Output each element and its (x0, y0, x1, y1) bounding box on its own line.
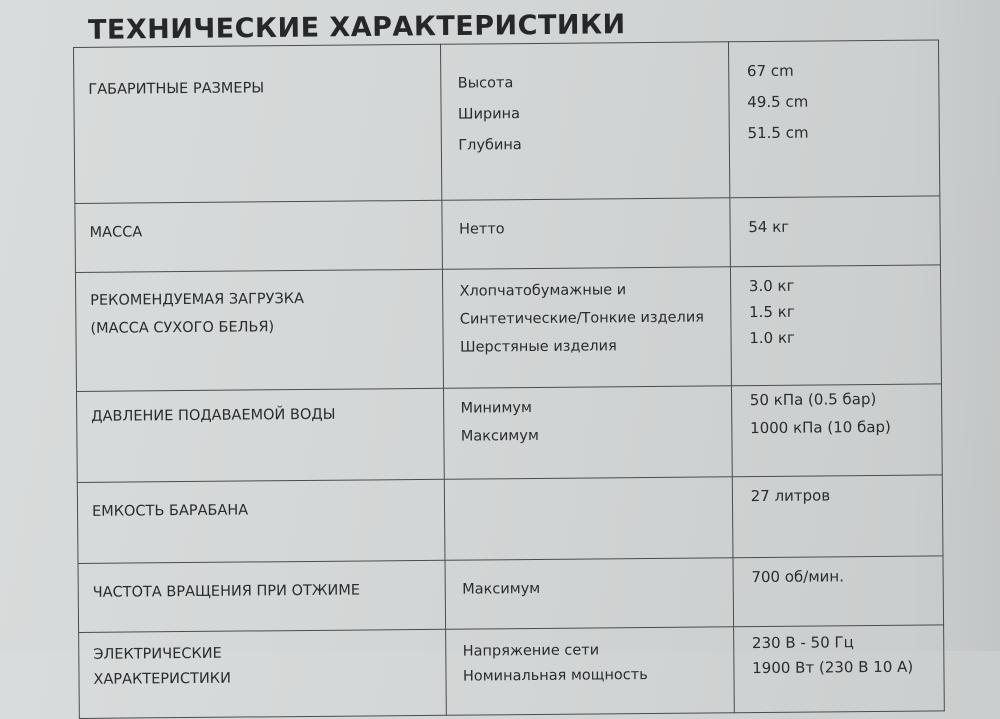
value-text: 67 cm (746, 61, 794, 81)
category-cell (77, 388, 445, 482)
label-text: Номинальная мощность (462, 667, 648, 685)
label-cell (441, 42, 730, 201)
category-cell (75, 269, 443, 391)
label-cell (445, 558, 733, 630)
category-text: РЕКОМЕНДУЕМАЯ ЗАГРУЗКА (90, 290, 305, 309)
category-cell (75, 200, 443, 272)
value-text: 50 кПа (0.5 бар) (749, 390, 877, 410)
label-cell (446, 627, 734, 716)
table-row (77, 475, 943, 564)
table-row (75, 265, 941, 392)
value-text: 54 кг (748, 217, 790, 237)
page-edge-shadow (910, 0, 1000, 651)
spec-table (73, 39, 945, 719)
label-text: Нетто (458, 221, 505, 238)
value-text: 1900 Вт (230 В 10 А) (752, 657, 914, 678)
category-cell (77, 479, 445, 563)
value-text: 51.5 cm (747, 123, 809, 143)
value-text: 230 В - 50 Гц (751, 633, 854, 653)
category-cell (74, 44, 443, 203)
label-text: Минимум (460, 400, 532, 417)
label-text: Шерстяные изделия (459, 338, 617, 356)
value-text: 1000 кПа (10 бар) (750, 417, 891, 438)
page-title: ТЕХНИЧЕСКИЕ ХАРАКТЕРИСТИКИ (87, 9, 626, 46)
category-text: ЧАСТОТА ВРАЩЕНИЯ ПРИ ОТЖИМЕ (92, 582, 361, 601)
table-row (74, 40, 940, 204)
value-text: 1.5 кг (749, 302, 795, 322)
label-text: Максимум (460, 427, 539, 445)
label-text: Хлопчатобумажные и (459, 282, 627, 300)
label-text: Ширина (457, 106, 521, 123)
table-row (78, 556, 944, 633)
label-cell (444, 386, 732, 480)
label-cell (442, 198, 730, 270)
category-text: (МАССА СУХОГО БЕЛЬЯ) (90, 319, 275, 337)
label-text: Напряжение сети (462, 642, 600, 660)
category-text: МАССА (89, 224, 143, 241)
value-text: 1.0 кг (749, 328, 795, 348)
value-text: 700 об/мин. (751, 567, 845, 587)
value-text: 3.0 кг (748, 276, 795, 296)
table-row (79, 625, 945, 719)
label-cell (443, 267, 731, 389)
category-text: ДАВЛЕНИЕ ПОДАВАЕМОЙ ВОДЫ (91, 406, 336, 425)
value-cell (728, 40, 940, 198)
label-cell (445, 477, 733, 561)
category-text: ХАРАКТЕРИСТИКИ (93, 670, 231, 688)
category-text: ГАБАРИТНЫЕ РАЗМЕРЫ (88, 80, 265, 98)
table-row (77, 384, 943, 483)
category-text: ЭЛЕКТРИЧЕСКИЕ (93, 645, 222, 663)
category-cell (78, 560, 446, 632)
value-cell (730, 196, 941, 267)
category-cell (79, 629, 447, 718)
label-text: Максимум (462, 580, 541, 598)
table-row (75, 196, 941, 273)
value-text: 49.5 cm (747, 92, 809, 112)
label-text: Высота (457, 75, 514, 92)
label-text: Синтетические/Тонкие изделия (459, 309, 705, 328)
category-text: ЕМКОСТЬ БАРАБАНА (91, 502, 249, 520)
value-text: 27 литров (750, 486, 831, 506)
label-text: Глубина (458, 137, 522, 154)
